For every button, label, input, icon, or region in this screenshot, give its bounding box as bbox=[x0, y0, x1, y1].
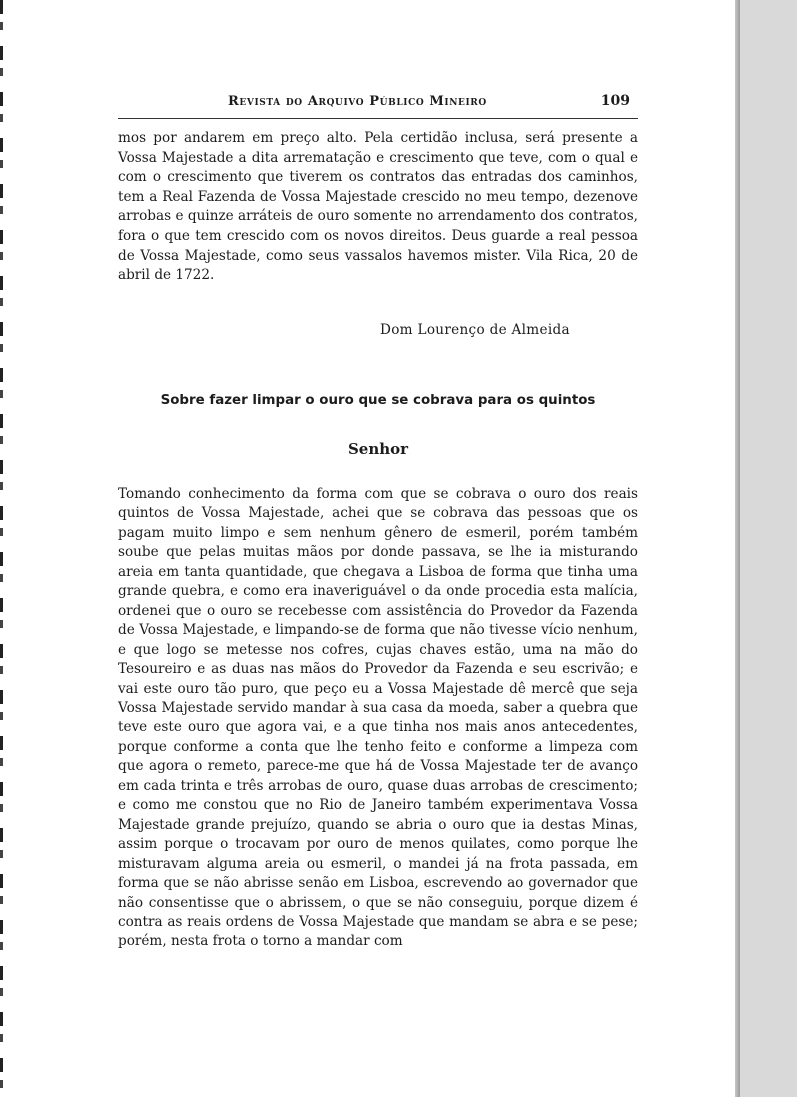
signature: Dom Lourenço de Almeida bbox=[380, 322, 570, 338]
letter-body-paragraph: Tomando conhecimento da forma com que se cobrava o ouro dos reais quintos de Vossa Majestade, achei que se cobrava das pessoas que os pagam muito limpo e sem nenhum gênero de esmeril, porém também soube que pelas muitas mãos por donde passava, se lhe ia misturando areia em tanta quantidade, que chegava a Lisboa de forma que tinha uma grande quebra, e como era inaveriguável o da onde procedia esta malícia, ordenei que o ouro se recebesse com assistência do Provedor da Fazenda de Vossa Majestade, e limpando-se de forma que não tivesse vício nenhum, e que logo se metesse nos cofres, cujas chaves estão, uma na mão do Tesoureiro e as duas nas mãos do Provedor da Fazenda e seu escrivão; e vai este ouro tão puro, que peço eu a Vossa Majestade dê mercê que seja Vossa Majestade servido mandar à sua casa da moeda, saber a quebra que teve este ouro que agora vai, e a que tinha nos mais anos antecedentes, porque conforme a conta que lhe tenho feito e conforme a limpeza com que agora o remeto, parece-me que há de Vossa Majestade ter de avanço em cada trinta e três arrobas de ouro, quase duas arrobas de crescimento; e como me constou que no Rio de Janeiro também experimentava Vossa Majestade grande prejuízo, quando se abria o ouro que ia destas Minas, assim porque o trocavam por ouro de menos quilates, como porque lhe misturavam alguma areia ou esmeril, o mandei já na frota passada, em forma que se não abrisse senão em Lisboa, escrevendo ao governador que não consentisse que o abrissem, o que se não conseguiu, porque dizem é contra as reais ordens de Vossa Majestade que mandam se abra e se pese; porém, nesta frota o torno a mandar com bbox=[118, 486, 638, 950]
scan-margin-strip bbox=[740, 0, 797, 1097]
journal-title: Revista do Arquivo Público Mineiro bbox=[228, 94, 487, 109]
letter-title: Sobre fazer limpar o ouro que se cobrava para os quintos bbox=[160, 393, 596, 408]
salutation: Senhor bbox=[347, 440, 409, 458]
running-header bbox=[118, 92, 638, 119]
letter-closing-paragraph: mos por andarem em preço alto. Pela certidão inclusa, será presente a Vossa Majestade a dita arrematação e crescimento que teve, com o qual e com o crescimento que tiverem os contratos das entradas dos caminhos, tem a Real Fazenda de Vossa Majestade crescido no meu tempo, dezenove arrobas e quinze arráteis de ouro somente no arrendamento dos contratos, fora o que tem crescido com os novos direitos. Deus guarde a real pessoa de Vossa Majestade, como seus vassalos havemos mister. Vila Rica, 20 de abril de 1722. bbox=[118, 130, 638, 284]
page-number: 109 bbox=[600, 93, 630, 109]
scan-left-edge bbox=[0, 0, 3, 1097]
